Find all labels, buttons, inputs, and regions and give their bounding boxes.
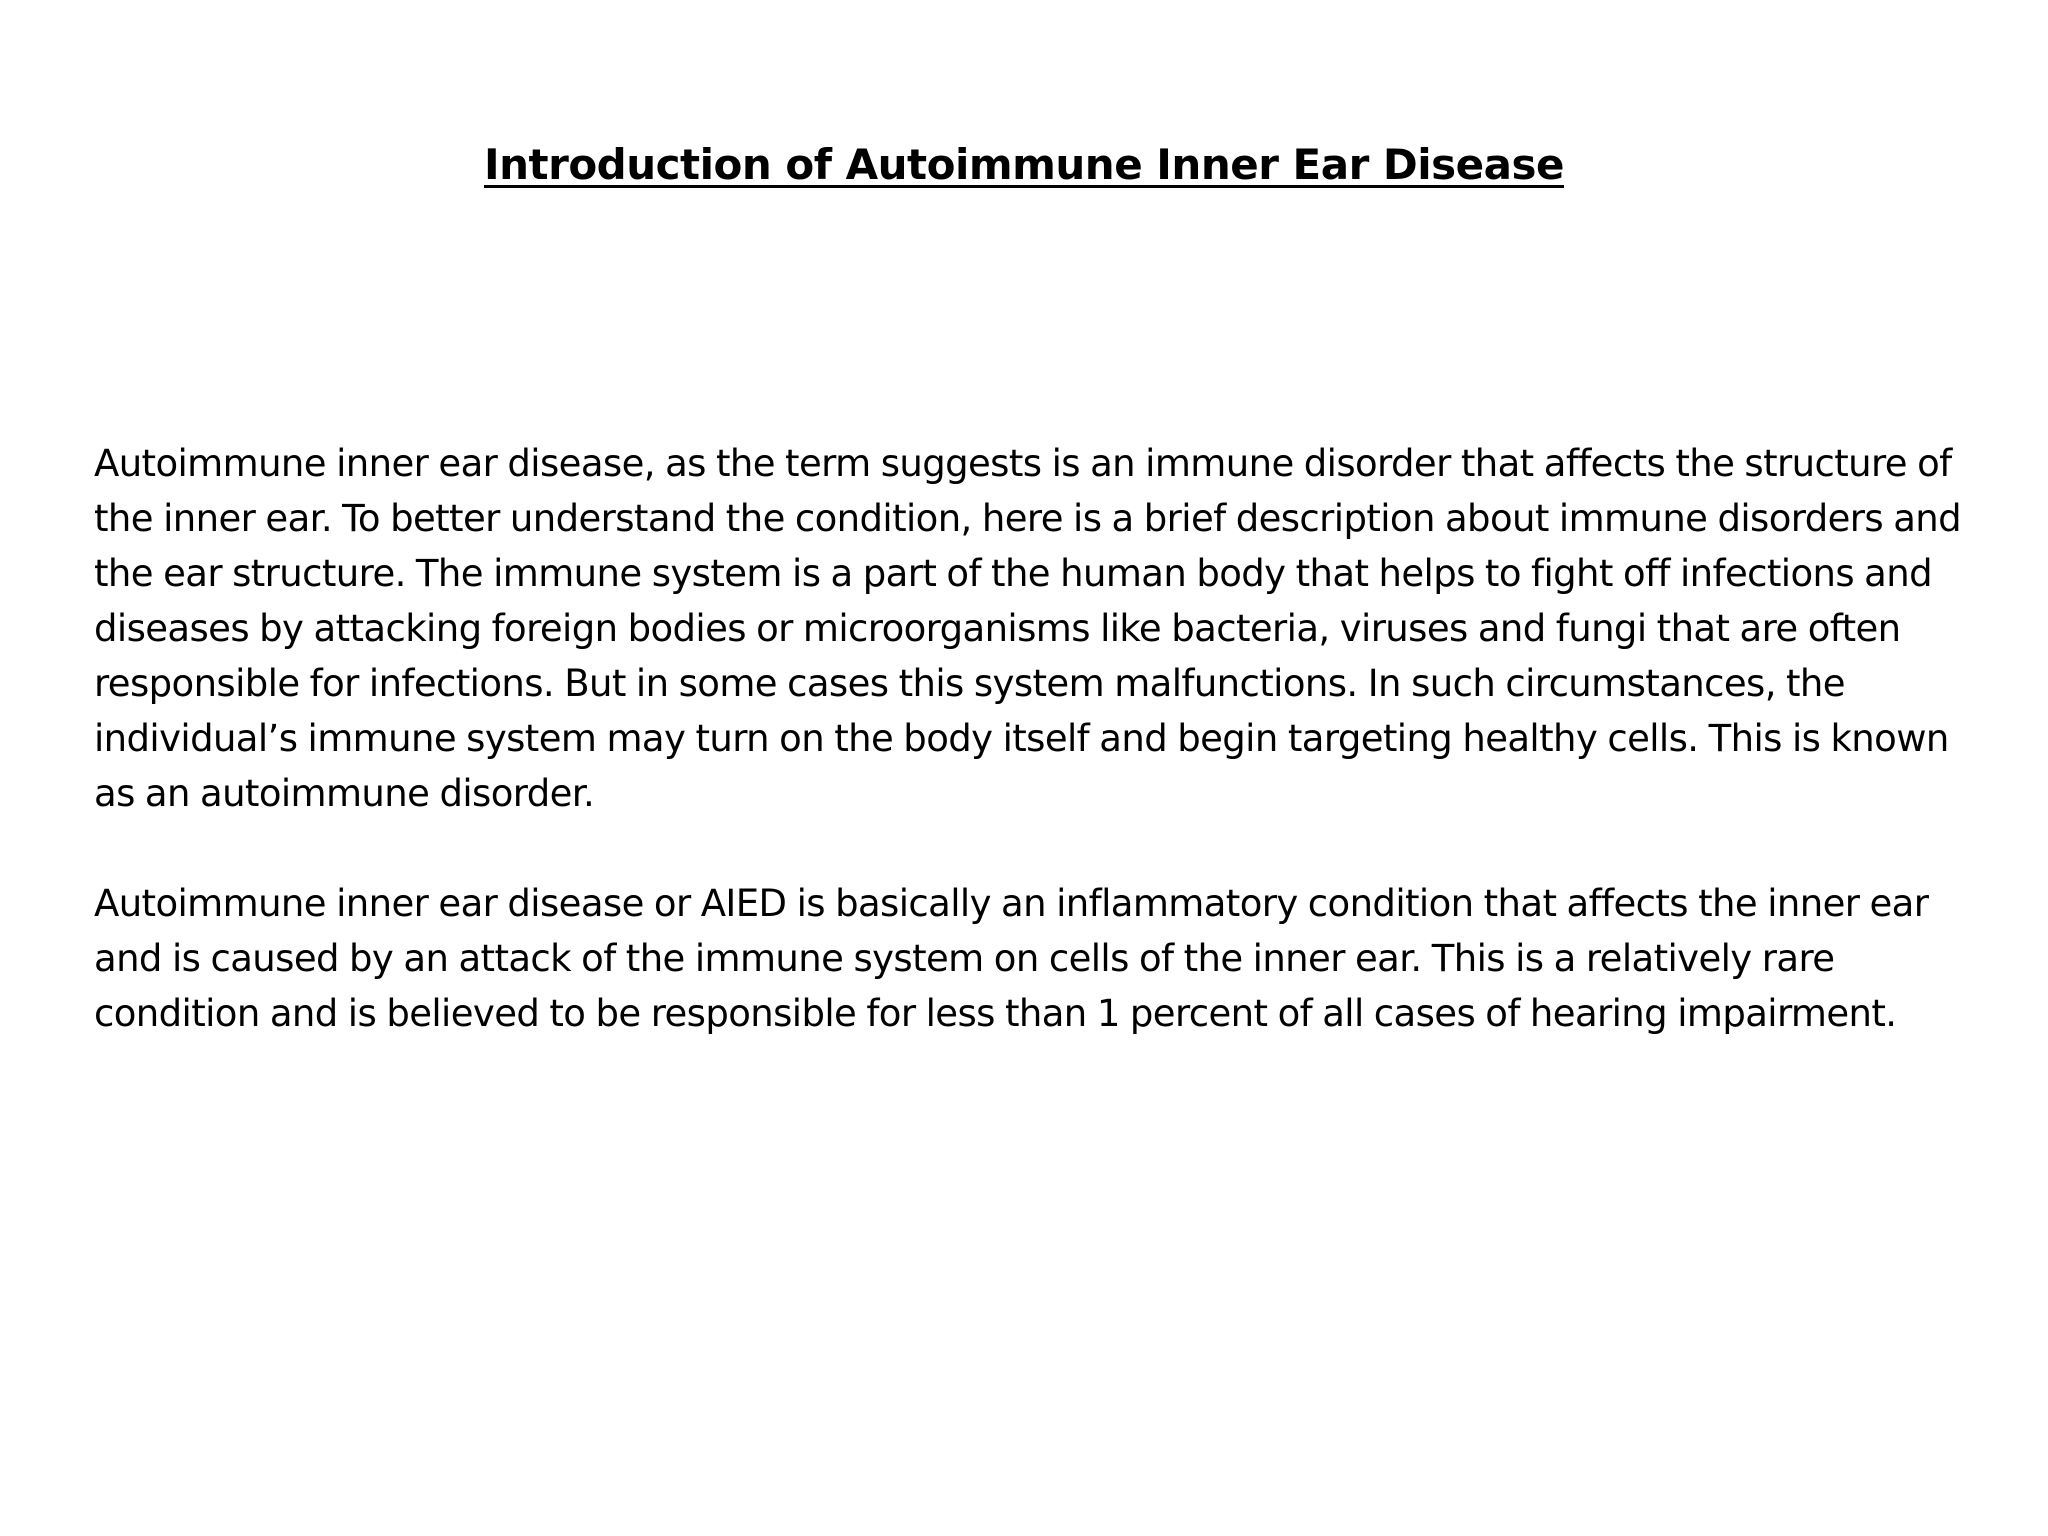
- document-title-text: Introduction of Autoimmune Inner Ear Disease: [484, 140, 1564, 189]
- document-body: [94, 436, 1994, 1096]
- paragraph-1: Autoimmune inner ear disease, as the term suggests is an immune disorder that affects the structure of the inner ear. To better understand the condition, here is a brief description about immune disorders and the ear structure. The immune system is a part of the human body that helps to fight off infections and diseases by attacking foreign bodies or microorganisms like bacteria, viruses and fungi that are often responsible for infections. But in some cases this system malfunctions. In such circumstances, the individual’s immune system may turn on the body itself and begin targeting healthy cells. This is known as an autoimmune disorder.: [94, 442, 1962, 815]
- document-title: [0, 140, 2048, 189]
- paragraph-2: Autoimmune inner ear disease or AIED is basically an inflammatory condition that affects the inner ear and is caused by an attack of the immune system on cells of the inner ear. This is a relatively rare condition and is believed to be responsible for less than 1 percent of all cases of hearing impairment.: [94, 882, 1929, 1035]
